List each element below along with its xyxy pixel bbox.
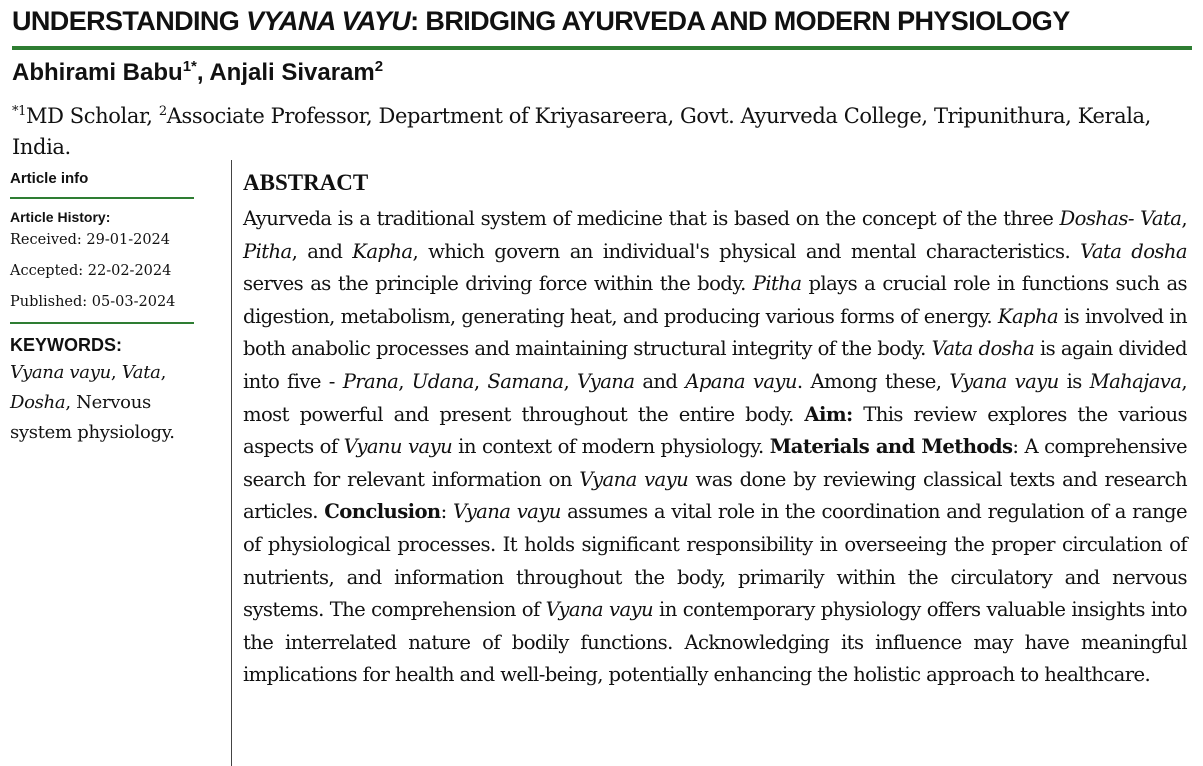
- abstract-term: Vata dosha: [931, 337, 1035, 361]
- abstract-term: Pitha: [752, 272, 802, 296]
- received-date: Received: 29-01-2024: [10, 232, 170, 248]
- abstract-term: Pitha: [243, 239, 292, 263]
- abstract-text: This review explores the various aspects of: [243, 402, 1187, 459]
- abstract-term: Prana: [342, 369, 399, 393]
- abstract-text: plays a crucial role in functions such as digestion, metabolism, generating heat, and producing various forms of energy.: [243, 272, 1188, 328]
- affiliation-text-2: Associate Professor, Department of Kriyasareera, Govt. Ayurveda College, Tripunithura, Kerala, India.: [12, 104, 1151, 159]
- keyword: Vata: [121, 362, 161, 383]
- abstract-text: , which govern an individual's physical and mental characteristics.: [412, 239, 1081, 263]
- abstract-term: Vyana: [577, 369, 635, 393]
- author-list: [12, 58, 383, 87]
- title-italic: VYANA VAYU: [246, 6, 411, 36]
- abstract-term: Vyana vayu: [579, 467, 689, 491]
- abstract-term: Kapha: [997, 304, 1059, 328]
- title-text: UNDERSTANDING: [12, 6, 247, 36]
- keywords-heading: KEYWORDS:: [10, 335, 122, 355]
- abstract-text: ,: [563, 369, 577, 393]
- abstract-text: serves as the principle driving force within the body.: [243, 272, 753, 296]
- abstract-text: ,: [398, 369, 412, 393]
- abstract-text: is again divided into five -: [243, 337, 1187, 393]
- affiliation-text-1: MD Scholar,: [25, 104, 159, 128]
- abstract-text: is involved in both anabolic processes and maintaining structural integrity of the body.: [243, 304, 1187, 361]
- abstract-text: ,: [1181, 207, 1187, 230]
- article-info-sidebar: [10, 170, 194, 448]
- article-history-heading: Article History:: [10, 209, 111, 225]
- abstract-term: Apana vayu: [685, 369, 797, 393]
- keyword-separator: ,: [110, 362, 122, 383]
- sidebar-rule: [10, 197, 194, 199]
- abstract-text: in context of modern physiology.: [452, 435, 770, 459]
- affiliation-marker-2: 2: [158, 104, 167, 119]
- abstract-heading: ABSTRACT: [243, 170, 369, 195]
- author-2-marker: 2: [374, 58, 384, 75]
- article-info-heading: Article info: [10, 170, 89, 187]
- abstract-term: Vyana vayu: [545, 598, 654, 622]
- abstract-term: Samana: [487, 369, 564, 393]
- sidebar-rule: [10, 322, 194, 324]
- abstract-text: , most powerful and present throughout the entire body.: [243, 369, 1188, 426]
- paper-title: [12, 6, 1192, 37]
- abstract-text: Ayurveda is a traditional system of medicine that is based on the concept of the three: [243, 207, 1060, 230]
- abstract-text: is: [1058, 369, 1090, 393]
- title-rule: [12, 46, 1192, 50]
- abstract-text: was done by reviewing classical texts and research articles.: [243, 467, 1188, 524]
- author-1-marker: 1*: [182, 58, 197, 75]
- abstract-text: , and: [291, 239, 353, 263]
- abstract-text: assumes a vital role in the coordination and regulation of a range of physiological processes. It holds significant responsibility in overseeing the proper circulation of nutrients, and information throughout the body, primarily within the circulatory and nervous systems. The comprehension of: [243, 500, 1187, 622]
- author-2: Anjali Sivaram: [209, 59, 375, 86]
- abstract-label-aim: Aim:: [804, 402, 853, 426]
- abstract-term: Vyana vayu: [949, 369, 1059, 393]
- abstract-body: [243, 203, 1187, 692]
- keyword: Vyana vayu: [10, 362, 111, 383]
- author-separator: ,: [196, 59, 210, 86]
- keyword-tail: , Nervous system physiology.: [10, 392, 175, 443]
- abstract-term: Doshas- Vata: [1059, 207, 1182, 230]
- abstract-term: Mahajava: [1089, 369, 1182, 393]
- abstract-term: Udana: [411, 369, 474, 393]
- abstract-term: Vyanu vayu: [343, 435, 453, 459]
- abstract-label-methods: Materials and Methods: [769, 435, 1013, 459]
- column-divider: [231, 160, 232, 766]
- author-1: Abhirami Babu: [12, 59, 183, 86]
- abstract-text: . Among these,: [796, 369, 950, 393]
- abstract-text: and: [634, 369, 686, 393]
- keyword: Dosha: [10, 392, 66, 413]
- abstract-text: :: [440, 500, 453, 524]
- keyword-separator: ,: [160, 362, 166, 383]
- affiliation: [12, 96, 1192, 163]
- abstract-text: ,: [473, 369, 488, 393]
- affiliation-marker-1: *1: [12, 104, 26, 119]
- abstract-text: : A comprehensive search for relevant information on: [243, 435, 1188, 491]
- keywords-list: [10, 358, 194, 448]
- abstract-term: Kapha: [352, 239, 413, 263]
- accepted-date: Accepted: 22-02-2024: [10, 263, 172, 279]
- abstract-label-conclusion: Conclusion: [324, 500, 441, 524]
- abstract-term: Vata dosha: [1080, 239, 1187, 263]
- title-text-rest: : BRIDGING AYURVEDA AND MODERN PHYSIOLOGY: [410, 6, 1070, 36]
- abstract-term: Vyana vayu: [452, 500, 561, 524]
- published-date: Published: 05-03-2024: [10, 294, 176, 310]
- abstract-text: in contemporary physiology offers valuable insights into the interrelated nature of bodily functions. Acknowledging its influence may have meaningful implications for health and well-being, potentially enhancing the holistic approach to healthcare.: [243, 598, 1187, 687]
